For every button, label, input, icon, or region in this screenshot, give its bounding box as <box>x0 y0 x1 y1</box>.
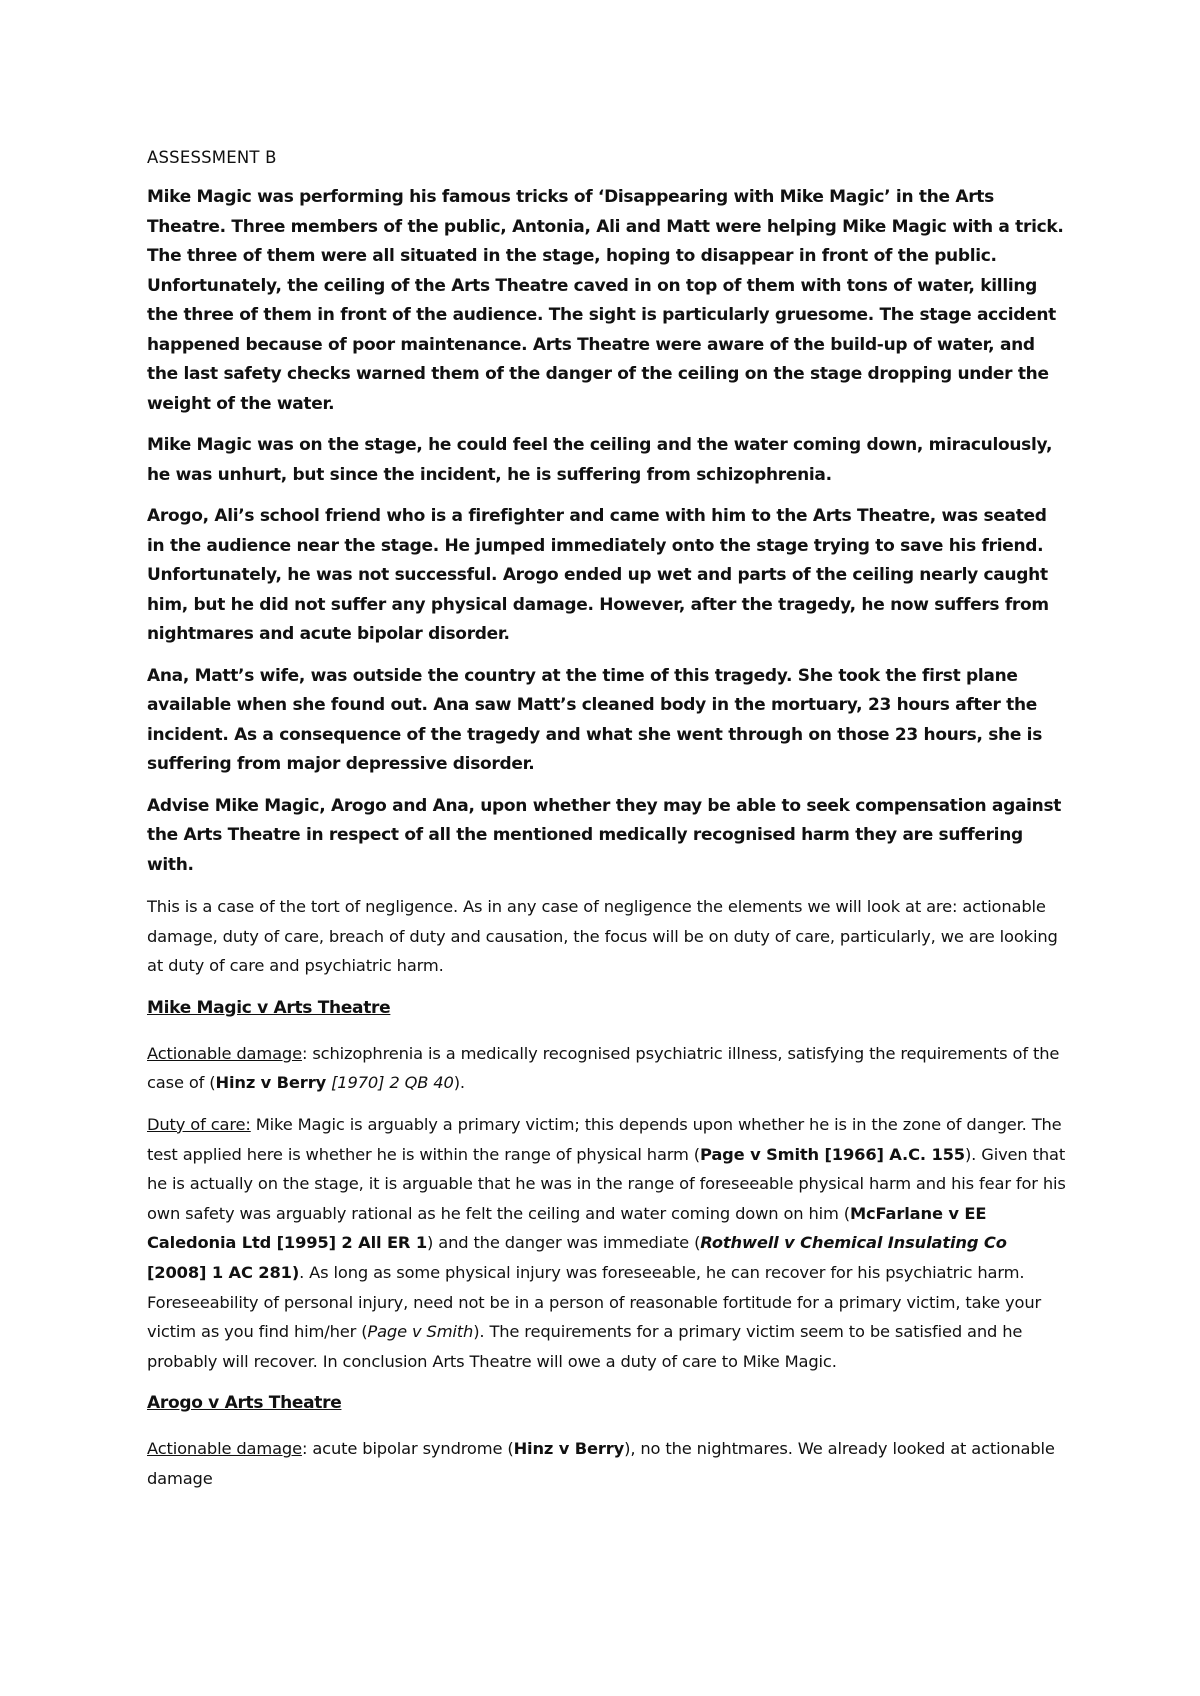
text-run: ). <box>453 1073 465 1093</box>
text-run: : acute bipolar syndrome ( <box>301 1439 514 1459</box>
intro-paragraph: This is a case of the tort of negligence. As in any case of negligence the elements we will look at are: actionable damage, duty of care, breach of duty and causation, the focus will be on duty of care, particularly, we are looking at duty of care and psychiatric harm. <box>147 897 1058 976</box>
scenario-paragraph-1: Mike Magic was performing his famous tricks of ‘Disappearing with Mike Magic’ in the Arts Theatre. Three members of the public, Antonia, Ali and Matt were helping Mike Magic with a trick. The three of them were all situated in the stage, hoping to disappear in front of the public. Unfortunately, the ceiling of the Arts Theatre caved in on top of them with tons of water, killing the three of them in front of the audience. The sight is particularly gruesome. The stage accident happened because of poor maintenance. Arts Theatre were aware of the build-up of water, and the last safety checks warned them of the danger of the ceiling on the stage dropping under the weight of the water. <box>147 187 1064 414</box>
mike-actionable-damage-paragraph <box>147 1039 1067 1098</box>
text-run: ). The requirements for a primary victim seem to be satisfied and he probably will recover. In conclusion Arts Theatre will owe a duty of care to Mike Magic. <box>147 1322 1023 1371</box>
case-name: Rothwell v Chemical Insulating Co <box>700 1233 1007 1253</box>
document-page <box>147 148 1067 1506</box>
case-name: Hinz v Berry <box>215 1073 327 1093</box>
duty-of-care-label: Duty of care: <box>147 1114 251 1134</box>
text-run: ), no the nightmares. We already looked at actionable damage <box>147 1439 1055 1488</box>
mike-duty-of-care-paragraph <box>147 1110 1067 1376</box>
section-title-mike-magic: Mike Magic v Arts Theatre <box>147 997 391 1018</box>
case-citation: [1970] 2 QB 40 <box>331 1073 454 1093</box>
text-run: Mike Magic is arguably a primary victim; this depends upon whether he is in the zone of danger. The test applied here is whether he is within the range of physical harm ( <box>147 1114 1062 1164</box>
text-run: ) and the danger was immediate ( <box>427 1233 701 1253</box>
arogo-actionable-damage-paragraph <box>147 1434 1067 1493</box>
text-run: ). Given that he is actually on the stage, it is arguable that he was in the range of foreseeable physical harm and his fear for his own safety was arguably rational as he felt the ceiling and water coming down on him ( <box>147 1144 1066 1223</box>
section-title-arogo: Arogo v Arts Theatre <box>147 1393 342 1414</box>
scenario-paragraph-4: Ana, Matt’s wife, was outside the country at the time of this tragedy. She took the first plane available when she found out. Ana saw Matt’s cleaned body in the mortuary, 23 hours after the incident. As a consequence of the tragedy and what she went through on those 23 hours, she is suffering from major depressive disorder. <box>147 665 1043 774</box>
scenario-question: Advise Mike Magic, Arogo and Ana, upon whether they may be able to seek compensation against the Arts Theatre in respect of all the mentioned medically recognised harm they are suffering with. <box>147 795 1062 875</box>
case-name: McFarlane v EE Caledonia Ltd [1995] 2 All ER 1 <box>147 1203 987 1253</box>
case-name: Page v Smith <box>367 1322 474 1342</box>
text-run: : schizophrenia is a medically recognised psychiatric illness, satisfying the requirements of the case of ( <box>147 1043 1060 1093</box>
document-heading: ASSESSMENT B <box>147 148 277 167</box>
actionable-damage-label: Actionable damage <box>147 1043 302 1063</box>
scenario-paragraph-3: Arogo, Ali’s school friend who is a firefighter and came with him to the Arts Theatre, was seated in the audience near the stage. He jumped immediately onto the stage trying to save his friend. Unfortunately, he was not successful. Arogo ended up wet and parts of the ceiling nearly caught him, but he did not suffer any physical damage. However, after the tragedy, he now suffers from nightmares and acute bipolar disorder. <box>147 506 1049 644</box>
scenario-paragraph-2: Mike Magic was on the stage, he could feel the ceiling and the water coming down, miraculously, he was unhurt, but since the incident, he is suffering from schizophrenia. <box>147 435 1053 485</box>
case-citation: [2008] 1 AC 281) <box>147 1262 300 1282</box>
actionable-damage-label: Actionable damage <box>147 1439 302 1459</box>
text-run: . As long as some physical injury was foreseeable, he can recover for his psychiatric harm. Foreseeability of personal injury, need not be in a person of reasonable fortitude for a primary victim, take your victim as you find him/her ( <box>147 1262 1042 1342</box>
case-name: Page v Smith [1966] A.C. 155 <box>700 1144 965 1164</box>
case-name: Hinz v Berry <box>513 1439 625 1459</box>
